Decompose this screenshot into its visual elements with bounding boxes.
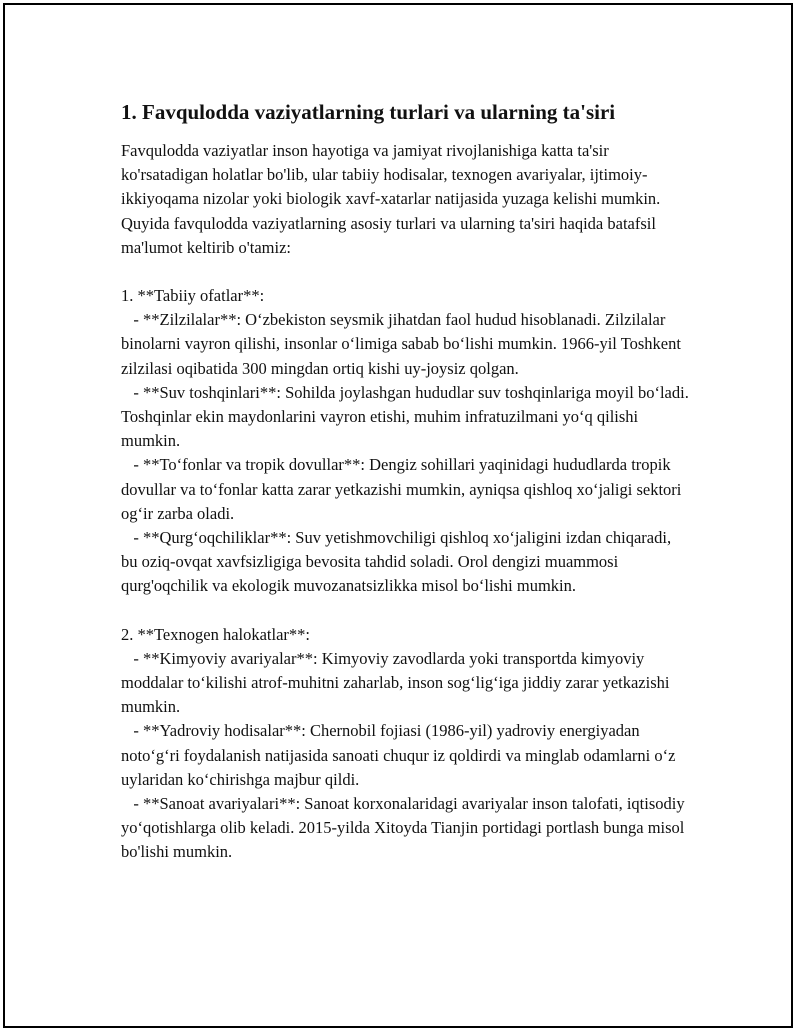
list-item-suv-toshqinlari: - **Suv toshqinlari**: Sohilda joylashgan hududlar suv toshqinlariga moyil bo‘ladi. Toshqinlar ekin maydonlarini vayron etishi, muhim infratuzilmani yo‘q qilishi mumkin. <box>121 382 693 451</box>
document-body <box>121 99 691 865</box>
page-frame <box>3 3 793 1028</box>
section-2-heading: 2. **Texnogen halokatlar**: <box>121 624 311 644</box>
paragraph-gap <box>121 260 691 284</box>
document-title: 1. Favqulodda vaziyatlarning turlari va ularning ta'siri <box>121 100 616 124</box>
paragraph-gap <box>121 599 691 623</box>
list-item-zilzilalar: - **Zilzilalar**: O‘zbekiston seysmik jihatdan faol hudud hisoblanadi. Zilzilalar binolarni vayron qilishi, insonlar o‘limiga sabab bo‘lishi mumkin. 1966-yil Toshkent zilzilasi oqibatida 300 mingdan ortiq kishi uy-joysiz qolgan. <box>121 310 686 378</box>
intro-paragraph: Favqulodda vaziyatlar inson hayotiga va jamiyat rivojlanishiga katta ta'sir ko'rsatadigan holatlar bo'lib, ular tabiiy hodisalar, texnogen avariyalar, ijtimoiy-ikkiyoqama nizolar yoki biologik xavf-xatarlar natijasida yuzaga kelishi mumkin. Quyida favqulodda vaziyatlarning asosiy turlari va ularning ta'siri haqida batafsil ma'lumot keltirib o'tamiz: <box>121 141 665 257</box>
list-item-qurgoqchiliklar: - **Qurg‘oqchiliklar**: Suv yetishmovchiligi qishloq xo‘jaligini izdan chiqaradi, bu oziq-ovqat xavfsizligiga bevosita tahdid soladi. Orol dengizi muammosi qurg'oqchilik va ekologik muvozanatsizlikka misol bo‘lishi mumkin. <box>121 528 676 596</box>
list-item-kimyoviy-avariyalar: - **Kimyoviy avariyalar**: Kimyoviy zavodlarda yoki transportda kimyoviy moddalar to‘kilishi atrof-muhitni zaharlab, inson sog‘lig‘iga jiddiy zarar yetkazishi mumkin. <box>121 648 674 717</box>
section-1-heading: 1. **Tabiiy ofatlar**: <box>121 286 265 306</box>
list-item-sanoat-avariyalari: - **Sanoat avariyalari**: Sanoat korxonalaridagi avariyalar inson talofati, iqtisodiy yo‘qotishlarga olib keladi. 2015-yilda Xitoyda Tianjin portidagi portlash bunga misol bo'lishi mumkin. <box>121 794 689 862</box>
list-item-yadroviy-hodisalar: - **Yadroviy hodisalar**: Chernobil fojiasi (1986-yil) yadroviy energiyadan noto‘g‘ri foydalanish natijasida sanoati chuqur iz qoldirdi va minglab odamlarni o‘z uylaridan ko‘chirishga majbur qildi. <box>121 721 680 789</box>
list-item-tofonlar: - **To‘fonlar va tropik dovullar**: Dengiz sohillari yaqinidagi hududlarda tropik dovullar va to‘fonlar katta zarar yetkazishi mumkin, ayniqsa qishloq xo‘jaligi sektori og‘ir zarba oladi. <box>121 455 686 523</box>
